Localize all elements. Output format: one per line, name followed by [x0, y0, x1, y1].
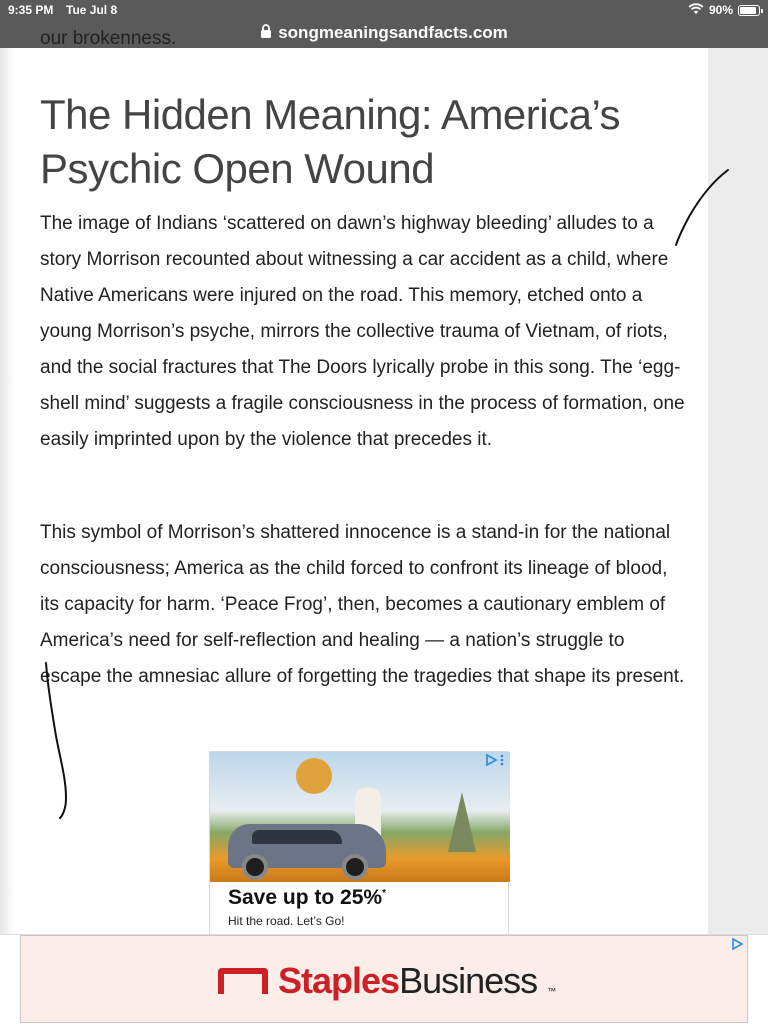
ad-headline-text[interactable]: Save up to 25% [228, 886, 383, 909]
battery-icon [738, 5, 760, 16]
article-paragraph: This symbol of Morrison’s shattered innocence is a stand-in for the national consciousness; America as the child forced to confront its lineage of blood, its capacity for harm. ‘Peace Frog’, then, becomes a cautionary emblem of America’s need for self-reflection and healing — a nation’s struggle to escape the amnesiac allure of forgetting the tragedies that shape its present. [40, 522, 685, 687]
battery-percent: 90% [708, 3, 733, 17]
adchoices-icon[interactable] [485, 754, 497, 769]
brand-secondary: Business [399, 960, 538, 1001]
status-indicators [688, 2, 760, 18]
article-paragraph: The image of Indians ‘scattered on dawn’s highway bleeding’ alludes to a story Morrison recounted about witnessing a car accident as a child, where Native Americans were injured on the road. This memory, etched onto a young Morrison’s psyche, mirrors the collective trauma of Vietnam, of riots, and the social fractures that The Doors lyrically probe in this song. The ‘egg-shell mind’ suggests a fragile consciousness in the process of formation, one easily imprinted upon by the violence that precedes it. [40, 213, 685, 450]
cut-off-text-line: our brokenness. [40, 28, 177, 49]
hat-shape [296, 758, 332, 794]
staples-business-logo[interactable] [218, 960, 556, 1002]
car-window [252, 830, 342, 844]
ad-headline[interactable] [228, 886, 386, 910]
url-text[interactable]: songmeaningsandfacts.com [278, 23, 508, 42]
staples-logo-icon [218, 968, 268, 994]
page-right-gutter [708, 48, 768, 934]
car-wheel [342, 854, 368, 880]
ad-controls[interactable] [485, 754, 504, 769]
status-date: Tue Jul 8 [66, 3, 118, 17]
car-ad[interactable] [209, 751, 509, 941]
status-time: 9:35 PM [8, 3, 54, 17]
ad-image[interactable] [210, 752, 510, 882]
wifi-icon [688, 3, 704, 18]
adchoices-icon[interactable] [731, 938, 743, 953]
ad-subtext[interactable]: Hit the road. Let’s Go! [228, 914, 345, 928]
trademark-mark: ™ [547, 986, 557, 996]
teepee-shape [448, 792, 476, 852]
ad-footnote-mark: * [382, 888, 386, 899]
bottom-banner-ad[interactable] [0, 934, 768, 1024]
staples-ad[interactable] [20, 935, 748, 1023]
battery-level [740, 7, 756, 14]
car-wheel [242, 854, 268, 880]
lock-icon [260, 23, 272, 43]
more-vertical-icon[interactable] [500, 754, 504, 769]
section-heading: The Hidden Meaning: America’s Psychic Open Wound [40, 91, 621, 192]
brand-primary: Staples [278, 960, 400, 1001]
suv-car [228, 824, 386, 868]
